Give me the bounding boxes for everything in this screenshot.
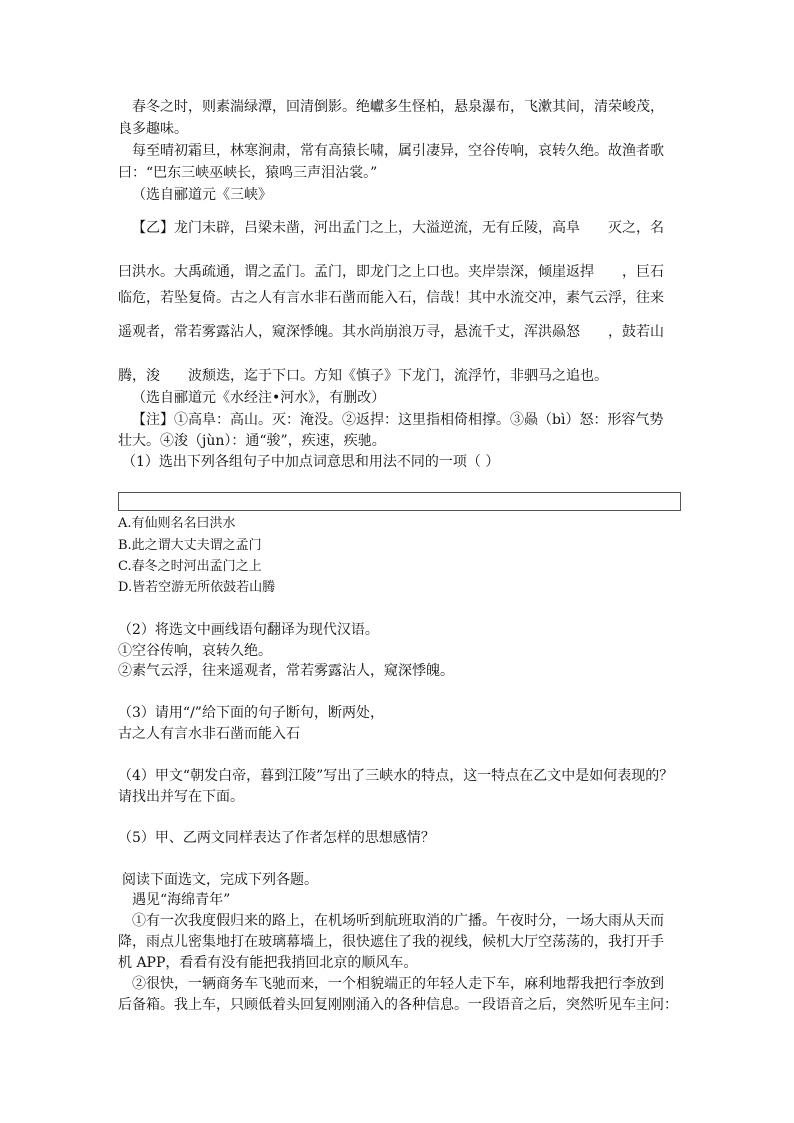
reading-2-p2-line1: ②很快，一辆商务车飞驰而来，一个相貌端正的年轻人走下车，麻利地帮我把行李放到 (132, 976, 664, 992)
passage-b-line4: 遥观者，常若雾露沾人，窥深悸魄。其水尚崩浪万寻，悬流千丈，浑洪赑怒 ，鼓若山 (118, 324, 664, 340)
reading-2-p2-line2: 后备箱。我上车，只顾低着头回复刚刚涌入的各种信息。一段语音之后，突然听见车主问： (118, 997, 678, 1013)
question-3-sentence: 古之人有言水非石凿而能入石 (118, 726, 300, 742)
reading-2-intro: 阅读下面选文，完成下列各题。 (122, 872, 318, 888)
option-c: C.春冬之时河出孟门之上 (118, 559, 262, 574)
reading-2-p1-line3: 机 APP，看看有没有能把我捎回北京的顺风车。 (118, 955, 418, 971)
question-2-item2: ②素气云浮，往来遥观者，常若雾露沾人，窥深悸魄。 (118, 663, 454, 679)
question-4-line1: （4）甲文“朝发白帝，暮到江陵”写出了三峡水的特点，这一特点在乙文中是如何表现的？ (118, 768, 674, 784)
answer-box[interactable] (118, 492, 681, 511)
option-a: A.有仙则名名曰洪水 (118, 516, 236, 531)
question-4-line2: 请找出并写在下面。 (118, 789, 244, 805)
passage-a-para2-line2: 曰：“巴东三峡巫峡长，猿鸣三声泪沾裳。” (118, 165, 378, 181)
passage-a-para1-line1: 春冬之时，则素湍绿潭，回清倒影。绝巘多生怪柏，悬泉瀑布，飞漱其间，清荣峻茂， (132, 99, 664, 115)
passage-b-note-line2: 壮大。④浚（jùn）：通“骏”，疾速，疾驰。 (118, 433, 386, 449)
passage-b-line2: 曰洪水。大禹疏通，谓之孟门。孟门，即龙门之上口也。夹岸崇深，倾崖返捍 ，巨石 (118, 264, 664, 280)
passage-b-line1: 【乙】龙门未辟，吕梁未凿，河出孟门之上，大溢逆流，无有丘陵，高阜 灭之，名 (132, 220, 664, 236)
question-5-text: （5）甲、乙两文同样表达了作者怎样的思想感情？ (118, 830, 435, 846)
reading-2-p1-line2: 降，雨点儿密集地打在玻璃幕墙上，很快遮住了我的视线，候机大厅空荡荡的，我打开手 (118, 934, 664, 950)
reading-2-title: 遇见“海绵青年” (132, 892, 231, 908)
question-2-text: （2）将选文中画线语句翻译为现代汉语。 (118, 622, 379, 638)
question-2-item1: ①空谷传响，哀转久绝。 (118, 643, 272, 659)
passage-a-para1-line2: 良多趣味。 (118, 121, 188, 137)
passage-b-note-line1: 【注】①高阜：高山。灭：淹没。②返捍：这里指相倚相撑。③赑（bì）怒：形容气势 (132, 412, 664, 428)
passage-b-line5: 腾，浚 波颓迭，迄于下口。方知《慎子》下龙门，流浮竹，非驷马之追也。 (118, 368, 608, 384)
reading-2-p1-line1: ①有一次我度假归来的路上，在机场听到航班取消的广播。午夜时分，一场大雨从天而 (132, 913, 664, 929)
option-d: D.皆若空游无所依鼓若山腾 (118, 580, 276, 595)
passage-b-line3: 临危，若坠复倚。古之人有言水非石凿而能入石，信哉！其中水流交冲，素气云浮，往来 (118, 290, 664, 306)
option-b: B.此之谓大丈夫谓之孟门 (118, 538, 262, 553)
passage-b-source: （选自郦道元《水经注•河水》，有删改） (132, 390, 386, 406)
passage-a-source: （选自郦道元《三峡》 (132, 187, 272, 203)
question-3-text: （3）请用“/”给下面的句子断句，断两处， (118, 705, 384, 721)
passage-a-para2-line1: 每至晴初霜旦，林寒涧肃，常有高猿长啸，属引凄异，空谷传响，哀转久绝。故渔者歌 (132, 143, 664, 159)
question-1-text: （1）选出下列各组句子中加点词意思和用法不同的一项（ ） (122, 454, 500, 470)
